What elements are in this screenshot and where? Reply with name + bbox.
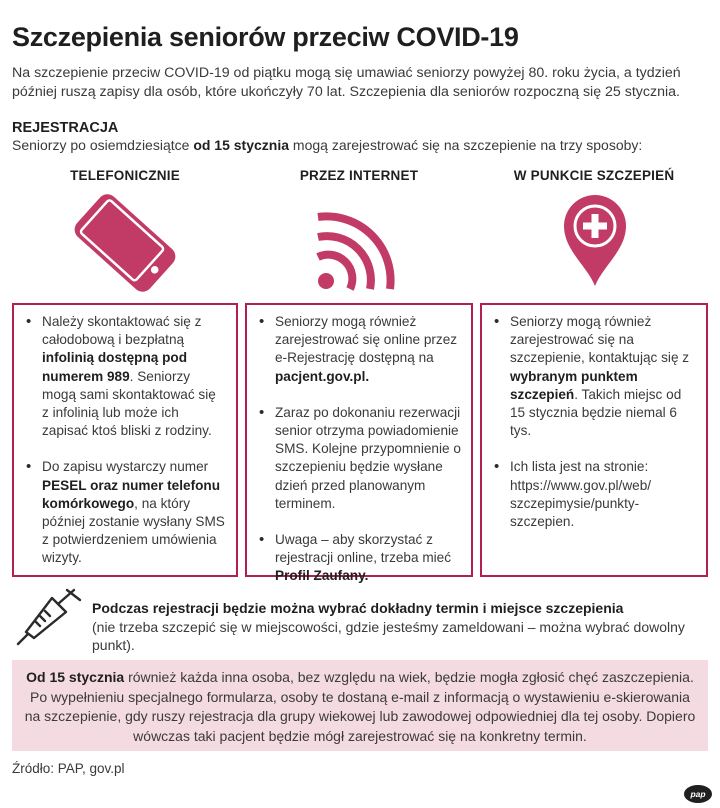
bullet-item	[255, 404, 461, 513]
bullet-text: . Takich miejsc od 15 stycznia będzie niemal 6 tys.	[510, 386, 682, 439]
bullet-list	[490, 313, 696, 531]
phone-icon	[70, 188, 180, 298]
registration-subtitle	[12, 137, 642, 153]
bullet-text: , na który później zostanie wysłany SMS z potwierdzeniem umówienia wizyty.	[42, 495, 225, 566]
notice-bold: Od 15 stycznia	[26, 669, 125, 685]
syringe-note	[92, 599, 720, 655]
bullet-item	[255, 313, 461, 386]
phone-info-box	[12, 303, 238, 577]
bullet-text: Seniorzy mogą również zarejestrować się na szczepienie, kontaktując się z	[510, 314, 690, 366]
bullet-text-bold: PESEL oraz numer telefonu komórkowego	[42, 477, 221, 511]
registration-sub-before: Seniorzy po osiemdziesiątce	[12, 137, 194, 153]
bullet-list	[22, 313, 226, 568]
bullet-text: Zaraz po dokonaniu rezerwacji senior otrzyma powiadomienie SMS. Kolejne przypomnienie o szczepieniu będzie wysłane dzień przed planowanym terminem.	[275, 404, 461, 511]
bullet-item	[490, 458, 696, 531]
bullet-text-bold: Profil Zaufany.	[275, 568, 369, 584]
bullet-text: Należy skontaktować się z całodobową i bezpłatną	[42, 314, 202, 348]
registration-heading: REJESTRACJA	[12, 120, 119, 136]
wifi-icon	[312, 205, 402, 295]
bullet-text-bold: infolinią dostępną pod numerem 989	[42, 350, 187, 384]
bullet-text: Do zapisu wystarczy numer	[42, 459, 209, 475]
intro-text: Na szczepienie przeciw COVID-19 od piątku mogą się umawiać seniorzy powyżej 80. roku życia, a tydzień później ruszą zapisy dla osób, które ukończyły 70 lat. Szczepienia dla seniorów rozpoczną się 25 stycznia.	[12, 65, 681, 100]
syringe-note-bold: Podczas rejestracji będzie można wybrać dokładny termin i miejsce szczepienia	[92, 600, 624, 616]
bullet-text: . Seniorzy mogą sami skontaktować się z infolinią lub może ich zapisać ktoś bliski z rodziny.	[42, 368, 216, 439]
point-info-box	[480, 303, 708, 577]
bullet-item	[22, 313, 226, 440]
syringe-icon	[14, 588, 82, 648]
bullet-item	[255, 531, 461, 586]
bullet-text: Seniorzy mogą również zarejestrować się online przez e-Rejestrację dostępną na	[275, 314, 458, 366]
syringe-note-normal: (nie trzeba szczepić się w miejscowości, gdzie jesteśmy zameldowani – można wybrać dowolny punkt).	[92, 618, 685, 653]
pap-logo: pap	[684, 785, 712, 803]
bullet-text: Ich lista jest na stronie: https://www.gov.pl/web/ szczepimysie/punkty-szczepien.	[510, 459, 652, 530]
bullet-text: Uwaga – aby skorzystać z rejestracji online, trzeba mieć	[275, 532, 452, 566]
column-title-phone: TELEFONICZNIE	[70, 168, 180, 183]
bullet-list	[255, 313, 461, 586]
bullet-text-bold: pacjent.gov.pl.	[275, 368, 370, 384]
notice-box	[12, 660, 708, 751]
location-pin-icon	[560, 188, 630, 288]
page-title: Szczepienia seniorów przeciw COVID-19	[12, 22, 519, 52]
notice-text: również każda inna osoba, bez względu na wiek, będzie mogła zgłosić chęć zaszczepienia. Po wypełnieniu specjalnego formularza, osoby te dostaną e-mail z informacją o wystawieniu e-skierowania na szczepienie, gdy ruszy rejestracja dla grupy wiekowej lub zawodowej odpowiedniej dla tej osoby. Dopiero wówczas taki pacjent będzie mógł zarejestrować się na konkretny termin.	[24, 669, 696, 744]
registration-sub-after: mogą zarejestrować się na szczepienie na trzy sposoby:	[289, 137, 643, 153]
bullet-item	[490, 313, 696, 440]
bullet-item	[22, 458, 226, 567]
column-title-internet: PRZEZ INTERNET	[299, 168, 419, 183]
source-text: Źródło: PAP, gov.pl	[12, 761, 125, 776]
column-title-point: W PUNKCIE SZCZEPIEŃ	[513, 168, 675, 183]
bullet-text-bold: wybranym punktem szczepień	[510, 368, 638, 402]
registration-sub-bold: od 15 stycznia	[193, 137, 290, 153]
internet-info-box	[245, 303, 473, 584]
